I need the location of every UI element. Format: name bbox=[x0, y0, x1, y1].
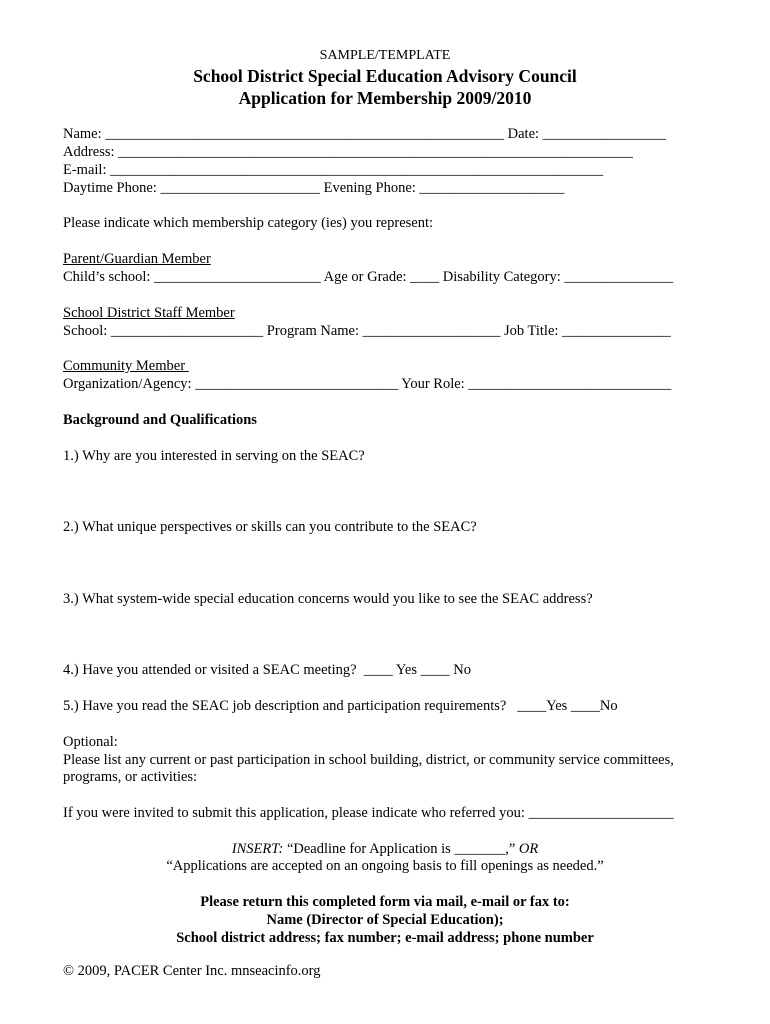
background-heading: Background and Qualifications bbox=[63, 412, 257, 428]
question-2: 2.) What unique perspectives or skills can you contribute to the SEAC? bbox=[63, 519, 477, 535]
staff-member-heading: School District Staff Member bbox=[63, 305, 235, 321]
or-label: OR bbox=[518, 841, 539, 857]
name-date-field[interactable]: Name: _______________________________________________________ Date: _________________ bbox=[63, 126, 666, 142]
community-fields[interactable]: Organization/Agency: ____________________________ Your Role: ____________________________ bbox=[63, 376, 672, 392]
form-title-line1: School District Special Education Advisory Council bbox=[193, 66, 577, 86]
category-prompt: Please indicate which membership category (ies) you represent: bbox=[63, 215, 434, 231]
return-instructions-line1: Please return this completed form via mail, e-mail or fax to: bbox=[200, 894, 570, 910]
optional-label: Optional: bbox=[63, 734, 118, 750]
staff-fields[interactable]: School: _____________________ Program Name: ___________________ Job Title: _______________ bbox=[63, 323, 671, 339]
address-field[interactable]: Address: _______________________________________________________________________ bbox=[63, 144, 633, 160]
return-instructions-line3: School district address; fax number; e-mail address; phone number bbox=[176, 930, 594, 946]
email-field[interactable]: E-mail: ____________________________________________________________________ bbox=[63, 162, 604, 178]
sample-template-label: SAMPLE/TEMPLATE bbox=[319, 48, 451, 63]
parent-fields[interactable]: Child’s school: _______________________ Age or Grade: ____ Disability Category: _______________ bbox=[63, 269, 674, 285]
community-member-heading: Community Member bbox=[63, 358, 189, 374]
return-instructions-line2: Name (Director of Special Education); bbox=[266, 912, 504, 928]
parent-guardian-heading: Parent/Guardian Member bbox=[63, 251, 211, 267]
copyright-footer: © 2009, PACER Center Inc. mnseacinfo.org bbox=[63, 963, 321, 979]
optional-text-line1: Please list any current or past participation in school building, district, or community service committees, bbox=[63, 752, 674, 768]
phone-fields[interactable]: Daytime Phone: ______________________ Evening Phone: ____________________ bbox=[63, 180, 565, 196]
deadline-text: “Deadline for Application is _______,” bbox=[283, 841, 519, 857]
question-3: 3.) What system-wide special education concerns would you like to see the SEAC address? bbox=[63, 591, 593, 607]
optional-text-line2: programs, or activities: bbox=[63, 769, 198, 785]
form-title-line2: Application for Membership 2009/2010 bbox=[238, 88, 532, 108]
insert-label: INSERT: bbox=[231, 841, 284, 857]
question-5[interactable]: 5.) Have you read the SEAC job description and participation requirements? ____Yes ____No bbox=[63, 698, 618, 714]
ongoing-basis-line: “Applications are accepted on an ongoing basis to fill openings as needed.” bbox=[166, 858, 604, 874]
deadline-line bbox=[0, 840, 770, 858]
question-1: 1.) Why are you interested in serving on the SEAC? bbox=[63, 448, 365, 464]
question-4[interactable]: 4.) Have you attended or visited a SEAC meeting? ____ Yes ____ No bbox=[63, 662, 471, 678]
referral-field[interactable]: If you were invited to submit this application, please indicate who referred you: ____________________ bbox=[63, 805, 674, 821]
